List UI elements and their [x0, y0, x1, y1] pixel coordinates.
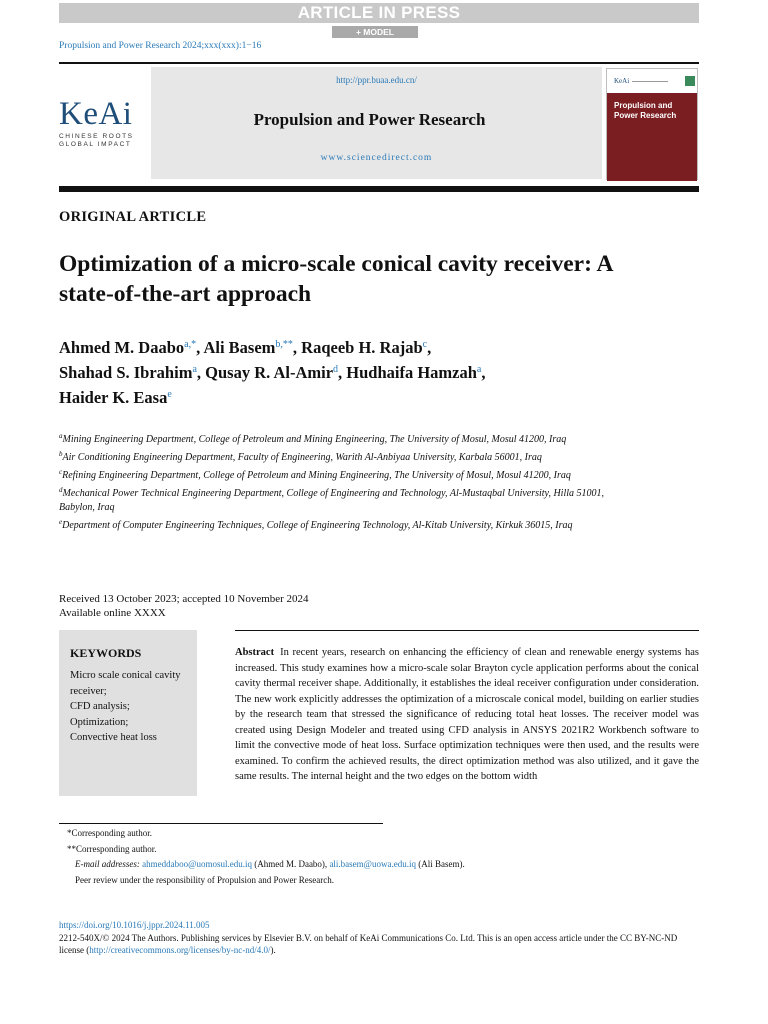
article-type-label: ORIGINAL ARTICLE: [59, 209, 207, 225]
sciencedirect-link[interactable]: www.sciencedirect.com: [320, 153, 433, 163]
email-line: [67, 857, 687, 873]
affiliation-mark: c: [59, 468, 63, 476]
abstract-text: In recent years, research on enhancing the efficiency of clean and renewable energy systems has increased. This study examines how a micro-scale solar Brayton cycle application performs about the conical cavity thermal receiver shape. Additionally, it establishes the ideal receiver configuration under consideration. The new work explicitly addresses the optimization of a microscale conical model, building on earlier studies by the research team that stressed the significance of reducing total heat losses. The receiver model was created using Design Modeler and treated using CFD analysis in ANSYS 2021R2 Workbench software to limit the convective mode of heat loss. Surface optimization techniques were then used, and the results were examined. To confirm the achieved results, the direct optimization method was also utilized, and it gave the same results. The internal height and the two edges on the bottom width: [235, 647, 699, 782]
corresponding-author-note: **Corresponding author.: [67, 843, 157, 854]
author[interactable]: Ali Basem: [203, 338, 276, 357]
author-separator: ,: [338, 363, 347, 382]
license-link[interactable]: http://creativecommons.org/licenses/by-nc-nd/4.0/: [89, 945, 271, 955]
article-footer: [59, 919, 699, 957]
affiliation-mark: e: [59, 518, 63, 526]
author[interactable]: Ahmed M. Daabo: [59, 338, 185, 357]
author-affiliation-mark[interactable]: a: [476, 364, 482, 375]
copyright-text: 2212-540X/© 2024 The Authors. Publishing services by Elsevier B.V. on behalf of KeAi Communications Co. Ltd. This is an open access article under the CC BY-NC-ND license (: [59, 932, 678, 955]
author-affiliation-mark[interactable]: d: [333, 364, 339, 375]
affiliation-mark: d: [59, 486, 63, 494]
journal-cover-thumbnail: [606, 68, 698, 180]
affiliation-text: Mechanical Power Technical Engineering Department, College of Engineering and Technology, Al-Mustaqbal University, Hilla 51001, Babylon, Iraq: [59, 488, 605, 513]
affiliation-mark: a: [59, 432, 63, 440]
cover-brand: KeAi: [614, 77, 630, 85]
cover-panel: [607, 93, 697, 181]
keywords-heading: KEYWORDS: [70, 646, 142, 660]
article-in-press-banner: ARTICLE IN PRESS: [59, 3, 699, 23]
logo-tagline-2: GLOBAL IMPACT: [59, 141, 132, 148]
footnote-rule: [59, 823, 383, 824]
affiliation: [59, 483, 604, 515]
journal-url-link[interactable]: http://ppr.buaa.edu.cn/: [336, 75, 417, 85]
affiliation-text: Mining Engineering Department, College of Petroleum and Mining Engineering, The University of Mosul, Mosul 41200, Iraq: [62, 434, 567, 445]
author-separator: ,: [481, 363, 486, 382]
received-date: Received 13 October 2023; accepted 10 November 2024: [59, 593, 309, 605]
affiliation-text: Refining Engineering Department, College of Petroleum and Mining Engineering, The University of Mosul, Mosul 41200, Iraq: [62, 470, 571, 481]
journal-title: Propulsion and Power Research: [253, 110, 486, 129]
cover-title: Propulsion and Power Research: [614, 101, 677, 120]
doi-link[interactable]: https://doi.org/10.1016/j.jppr.2024.11.005: [59, 920, 210, 930]
article-title: Optimization of a micro-scale conical cavity receiver: A state-of-the-art approach: [59, 251, 613, 307]
author-separator: ,: [196, 338, 204, 357]
author[interactable]: Qusay R. Al-Amir: [205, 363, 334, 382]
available-online: Available online XXXX: [59, 607, 166, 619]
email-label: E-mail addresses:: [75, 859, 140, 869]
author[interactable]: Raqeeb H. Rajab: [301, 338, 423, 357]
logo-word: KeAi: [59, 96, 133, 132]
affiliation-text: Department of Computer Engineering Techniques, College of Engineering Technology, Al-Kitab University, Kirkuk 36015, Iraq: [62, 520, 573, 531]
email-owner: (Ali Basem).: [418, 859, 465, 869]
copyright-close: ).: [270, 945, 276, 955]
cover-emblem-icon: [685, 76, 695, 86]
email-link[interactable]: ali.basem@uowa.edu.iq: [329, 859, 416, 869]
abstract-label: Abstract: [235, 647, 275, 658]
author-affiliation-mark[interactable]: a: [192, 364, 197, 375]
keywords-box: [59, 630, 197, 796]
author-affiliation-mark[interactable]: e: [167, 389, 172, 400]
email-owner: (Ahmed M. Daabo),: [254, 859, 328, 869]
abstract: [235, 645, 699, 785]
journal-citation[interactable]: Propulsion and Power Research 2024;xxx(xxx):1−16: [59, 41, 262, 51]
author[interactable]: Haider K. Easa: [59, 388, 168, 407]
email-link[interactable]: ahmeddaboo@uomosul.edu.iq: [142, 859, 252, 869]
footnotes: [67, 826, 687, 888]
author[interactable]: Hudhaifa Hamzah: [346, 363, 477, 382]
keyword: CFD analysis;: [70, 701, 130, 712]
article-dates: [59, 592, 309, 620]
affiliation-list: [59, 429, 604, 533]
copyright-notice: [59, 932, 699, 957]
masthead-rule: [59, 186, 699, 192]
corresponding-author-note: *Corresponding author.: [67, 828, 152, 838]
journal-header-box: [151, 67, 602, 179]
author-list: [59, 334, 619, 409]
author-separator: ,: [427, 338, 432, 357]
header-rule: [59, 62, 699, 64]
keyword: Convective heat loss: [70, 732, 157, 743]
affiliation: [59, 465, 604, 483]
keyword: Micro scale conical cavity receiver;: [70, 670, 181, 697]
author-affiliation-mark[interactable]: b,**: [275, 339, 293, 350]
author-affiliation-mark[interactable]: c: [422, 339, 428, 350]
keywords-list: [70, 668, 194, 746]
affiliation: [59, 429, 604, 447]
author-separator: ,: [196, 363, 206, 382]
cover-divider: [632, 81, 668, 82]
affiliation-text: Air Conditioning Engineering Department, Faculty of Engineering, Warith Al-Anbiyaa University, Karbala 56001, Iraq: [62, 452, 542, 463]
author[interactable]: Shahad S. Ibrahim: [59, 363, 193, 382]
model-tag: + MODEL: [332, 26, 418, 38]
affiliation: [59, 515, 604, 533]
peer-review-note: Peer review under the responsibility of Propulsion and Power Research.: [75, 874, 334, 885]
abstract-rule: [235, 630, 699, 631]
author-affiliation-mark[interactable]: a,*: [184, 339, 197, 350]
author-separator: ,: [292, 338, 302, 357]
keyword: Optimization;: [70, 716, 129, 728]
affiliation-mark: b: [59, 450, 63, 458]
logo-tagline-1: CHINESE ROOTS: [59, 133, 134, 140]
keai-logo: [59, 98, 139, 149]
affiliation: [59, 447, 604, 465]
